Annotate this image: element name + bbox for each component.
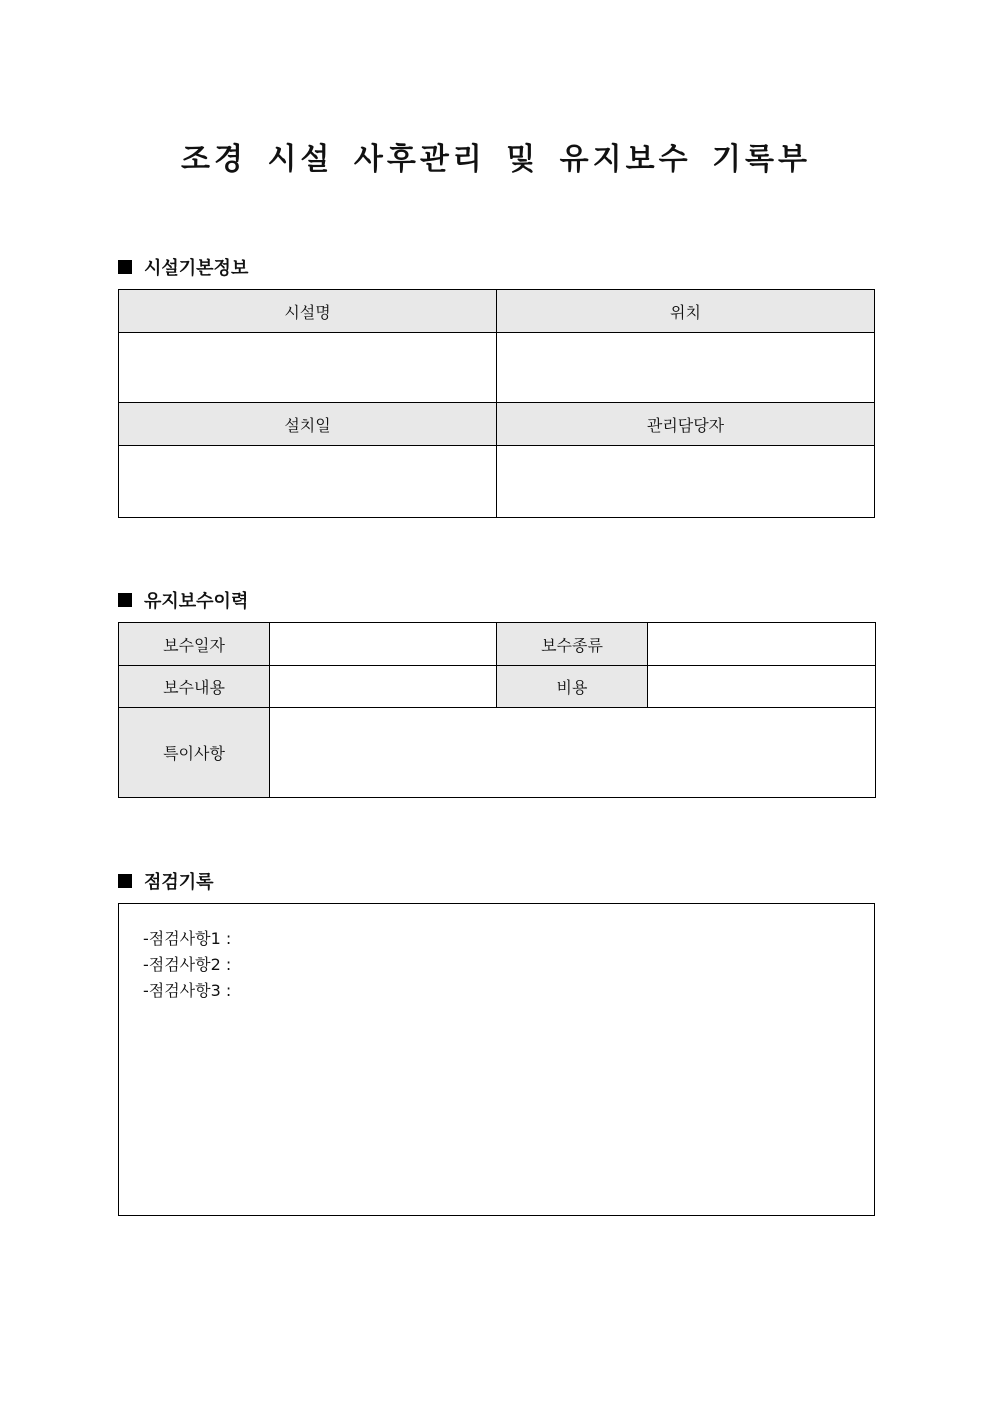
inspection-item-2: -점검사항2 : (143, 955, 232, 974)
maintenance-table (118, 622, 876, 798)
field-location[interactable] (497, 333, 875, 403)
field-facility-name[interactable] (119, 333, 497, 403)
label-repair-type: 보수종류 (497, 623, 648, 666)
label-repair-date: 보수일자 (119, 623, 270, 666)
section-heading-text: 점검기록 (144, 872, 214, 893)
section-heading-inspection (118, 868, 214, 894)
basic-info-table (118, 289, 875, 518)
section-heading-text: 시설기본정보 (144, 258, 249, 279)
header-location: 위치 (497, 290, 875, 333)
label-remarks: 특이사항 (119, 708, 270, 798)
field-install-date[interactable] (119, 446, 497, 518)
header-manager: 관리담당자 (497, 403, 875, 446)
header-facility-name: 시설명 (119, 290, 497, 333)
square-bullet-icon (118, 874, 132, 888)
header-install-date: 설치일 (119, 403, 497, 446)
label-repair-content: 보수내용 (119, 666, 270, 708)
inspection-record-box[interactable] (118, 903, 875, 1216)
square-bullet-icon (118, 260, 132, 274)
field-repair-content[interactable] (270, 666, 497, 708)
inspection-item-3: -점검사항3 : (143, 981, 232, 1000)
section-heading-text: 유지보수이력 (144, 591, 249, 612)
section-heading-basic (118, 254, 248, 280)
square-bullet-icon (118, 593, 132, 607)
field-repair-date[interactable] (270, 623, 497, 666)
section-heading-maintenance (118, 587, 248, 613)
inspection-item-1: -점검사항1 : (143, 929, 232, 948)
field-repair-type[interactable] (648, 623, 876, 666)
label-cost: 비용 (497, 666, 648, 708)
field-remarks[interactable] (270, 708, 876, 798)
page-title: 조경 시설 사후관리 및 유지보수 기록부 (181, 142, 811, 177)
field-cost[interactable] (648, 666, 876, 708)
field-manager[interactable] (497, 446, 875, 518)
